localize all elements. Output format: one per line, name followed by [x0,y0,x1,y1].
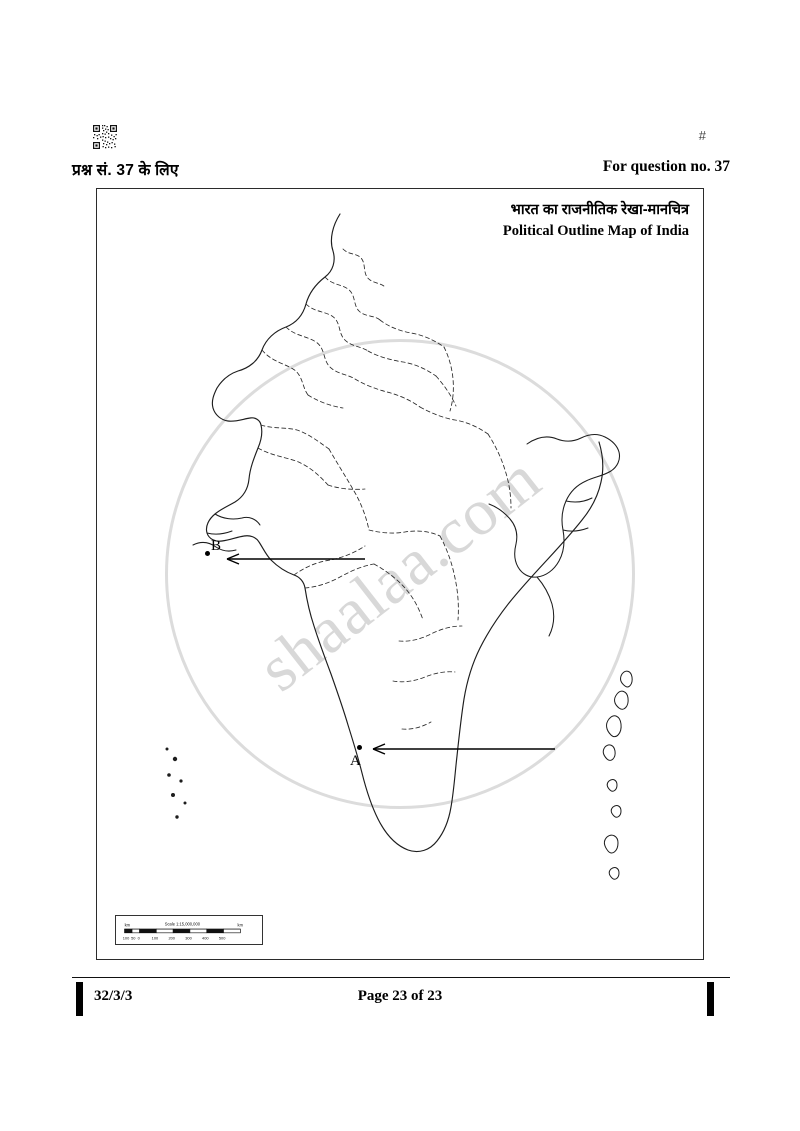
page-number: Page 23 of 23 [357,988,443,1004]
watermark-text: shaalaa.com [245,441,555,706]
svg-text:km: km [124,922,131,928]
svg-text:100: 100 [122,935,130,941]
map-title-english: Political Outline Map of India [502,223,689,239]
svg-text:300: 300 [185,935,192,941]
svg-text:200: 200 [168,935,175,941]
svg-text:400: 400 [202,935,209,941]
map-container [96,188,704,960]
svg-text:km: km [237,922,244,928]
map-title-hindi: भारत का राजनीतिक रेखा-मानचित्र [510,202,689,218]
svg-text:0: 0 [137,935,140,941]
footer-divider [72,977,730,978]
map-scale-bar [115,915,263,945]
svg-text:100: 100 [151,935,159,941]
marker-b-dot [205,551,210,556]
svg-text:50: 50 [131,935,136,941]
marker-a-dot [357,745,362,750]
marker-b-label: B [211,538,222,554]
paper-code: 32/3/3 [94,988,133,1004]
header-question-hindi: प्रश्न सं. 37 के लिए [72,162,179,179]
qr-code-icon [92,124,118,150]
header-question-english: For question no. 37 [602,158,730,175]
marker-a-label: A [350,753,361,769]
hash-mark: # [698,128,706,143]
svg-text:Scale 1:15,000,000: Scale 1:15,000,000 [164,921,201,927]
svg-text:500: 500 [218,935,226,941]
india-outline-map [97,189,704,960]
